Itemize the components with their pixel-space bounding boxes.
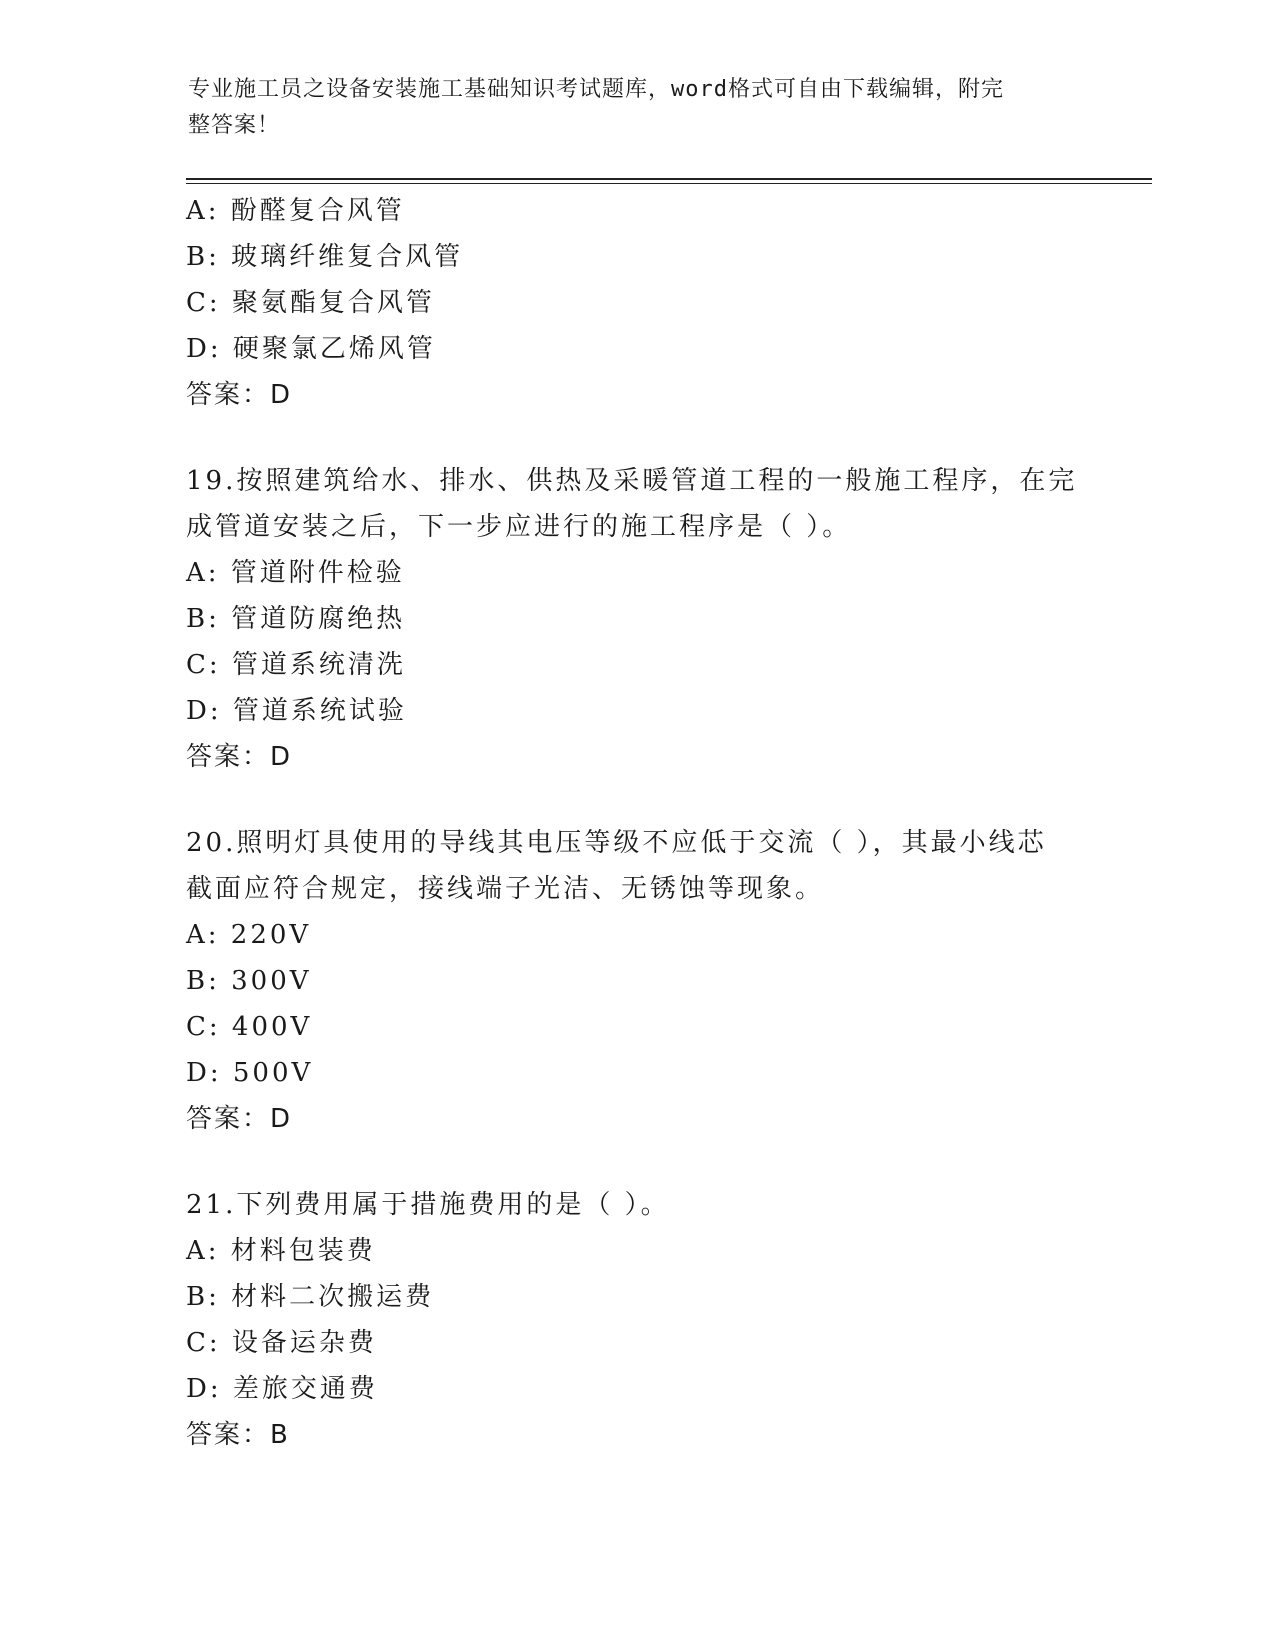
option-d: D: 差旅交通费 <box>186 1374 378 1404</box>
option-a: A: 220V <box>186 920 312 950</box>
option-d: D: 管道系统试验 <box>186 696 407 726</box>
option-c: C: 管道系统清洗 <box>186 650 406 680</box>
question-block-20 <box>186 820 1086 1142</box>
answer-line: 答案：D <box>186 380 293 410</box>
question-block-21 <box>186 1182 1086 1458</box>
option-a: A: 材料包装费 <box>186 1236 376 1266</box>
answer-line: 答案：B <box>186 1420 290 1450</box>
option-b: B: 管道防腐绝热 <box>186 604 406 634</box>
option-b: B: 300V <box>186 966 312 996</box>
answer-line: 答案：D <box>186 742 293 772</box>
option-a: A: 管道附件检验 <box>186 558 405 588</box>
header-line-1: 专业施工员之设备安装施工基础知识考试题库，word格式可自由下载编辑，附完 <box>188 77 1004 102</box>
option-a: A: 酚醛复合风管 <box>186 196 405 226</box>
option-b: B: 玻璃纤维复合风管 <box>186 242 464 272</box>
answer-line: 答案：D <box>186 1104 293 1134</box>
header-divider-thick <box>186 178 1152 180</box>
option-d: D: 500V <box>186 1058 314 1088</box>
question-content <box>186 188 1086 1458</box>
header-line-2: 整答案！ <box>188 113 281 138</box>
question-block-18 <box>186 188 1086 418</box>
option-d: D: 硬聚氯乙烯风管 <box>186 334 436 364</box>
header-divider-thin <box>186 183 1152 184</box>
question-block-19 <box>186 458 1086 780</box>
option-c: C: 聚氨酯复合风管 <box>186 288 435 318</box>
question-stem-line: 成管道安装之后，下一步应进行的施工程序是（ ）。 <box>186 512 852 542</box>
question-stem-line: 20.照明灯具使用的导线其电压等级不应低于交流（ ），其最小线芯 <box>186 828 1047 858</box>
option-c: C: 400V <box>186 1012 313 1042</box>
option-c: C: 设备运杂费 <box>186 1328 377 1358</box>
question-stem-line: 19.按照建筑给水、排水、供热及采暖管道工程的一般施工程序，在完 <box>186 466 1078 496</box>
question-stem-line: 截面应符合规定，接线端子光洁、无锈蚀等现象。 <box>186 874 825 904</box>
option-b: B: 材料二次搬运费 <box>186 1282 435 1312</box>
question-stem-line: 21.下列费用属于措施费用的是（ ）。 <box>186 1190 670 1220</box>
document-header <box>188 72 1068 144</box>
